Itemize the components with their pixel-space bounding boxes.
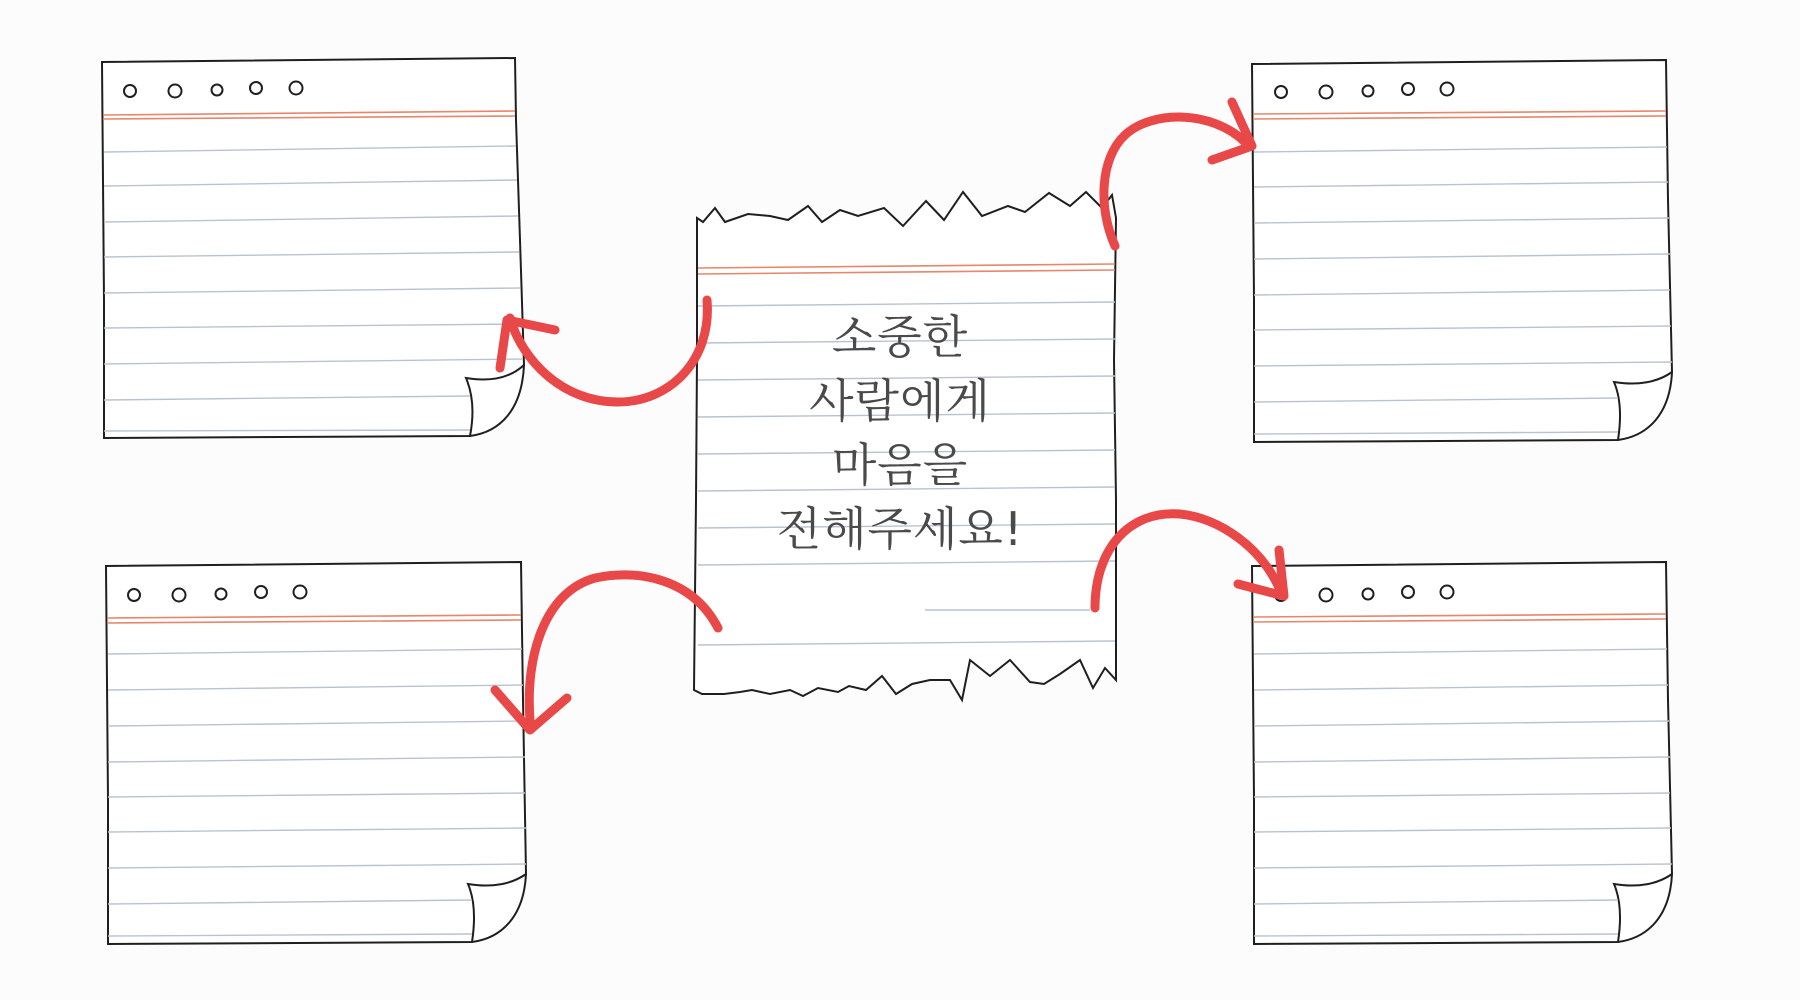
message-line-2: 사람에게 xyxy=(809,374,991,428)
message-line-4: 전해주세요! xyxy=(776,502,1024,556)
note-top-left xyxy=(102,58,524,438)
note-top-right xyxy=(1252,60,1672,442)
arrow-to-bottom-left xyxy=(495,575,718,730)
note-bottom-right xyxy=(1252,562,1672,944)
note-outline xyxy=(106,562,526,944)
message-line-1: 소중한 xyxy=(831,310,969,364)
arrow-to-top-right xyxy=(1104,102,1252,246)
center-message xyxy=(700,305,1100,561)
note-bottom-left xyxy=(106,562,526,944)
message-line-3: 마음을 xyxy=(831,438,969,492)
arrow-to-top-left xyxy=(500,300,707,402)
